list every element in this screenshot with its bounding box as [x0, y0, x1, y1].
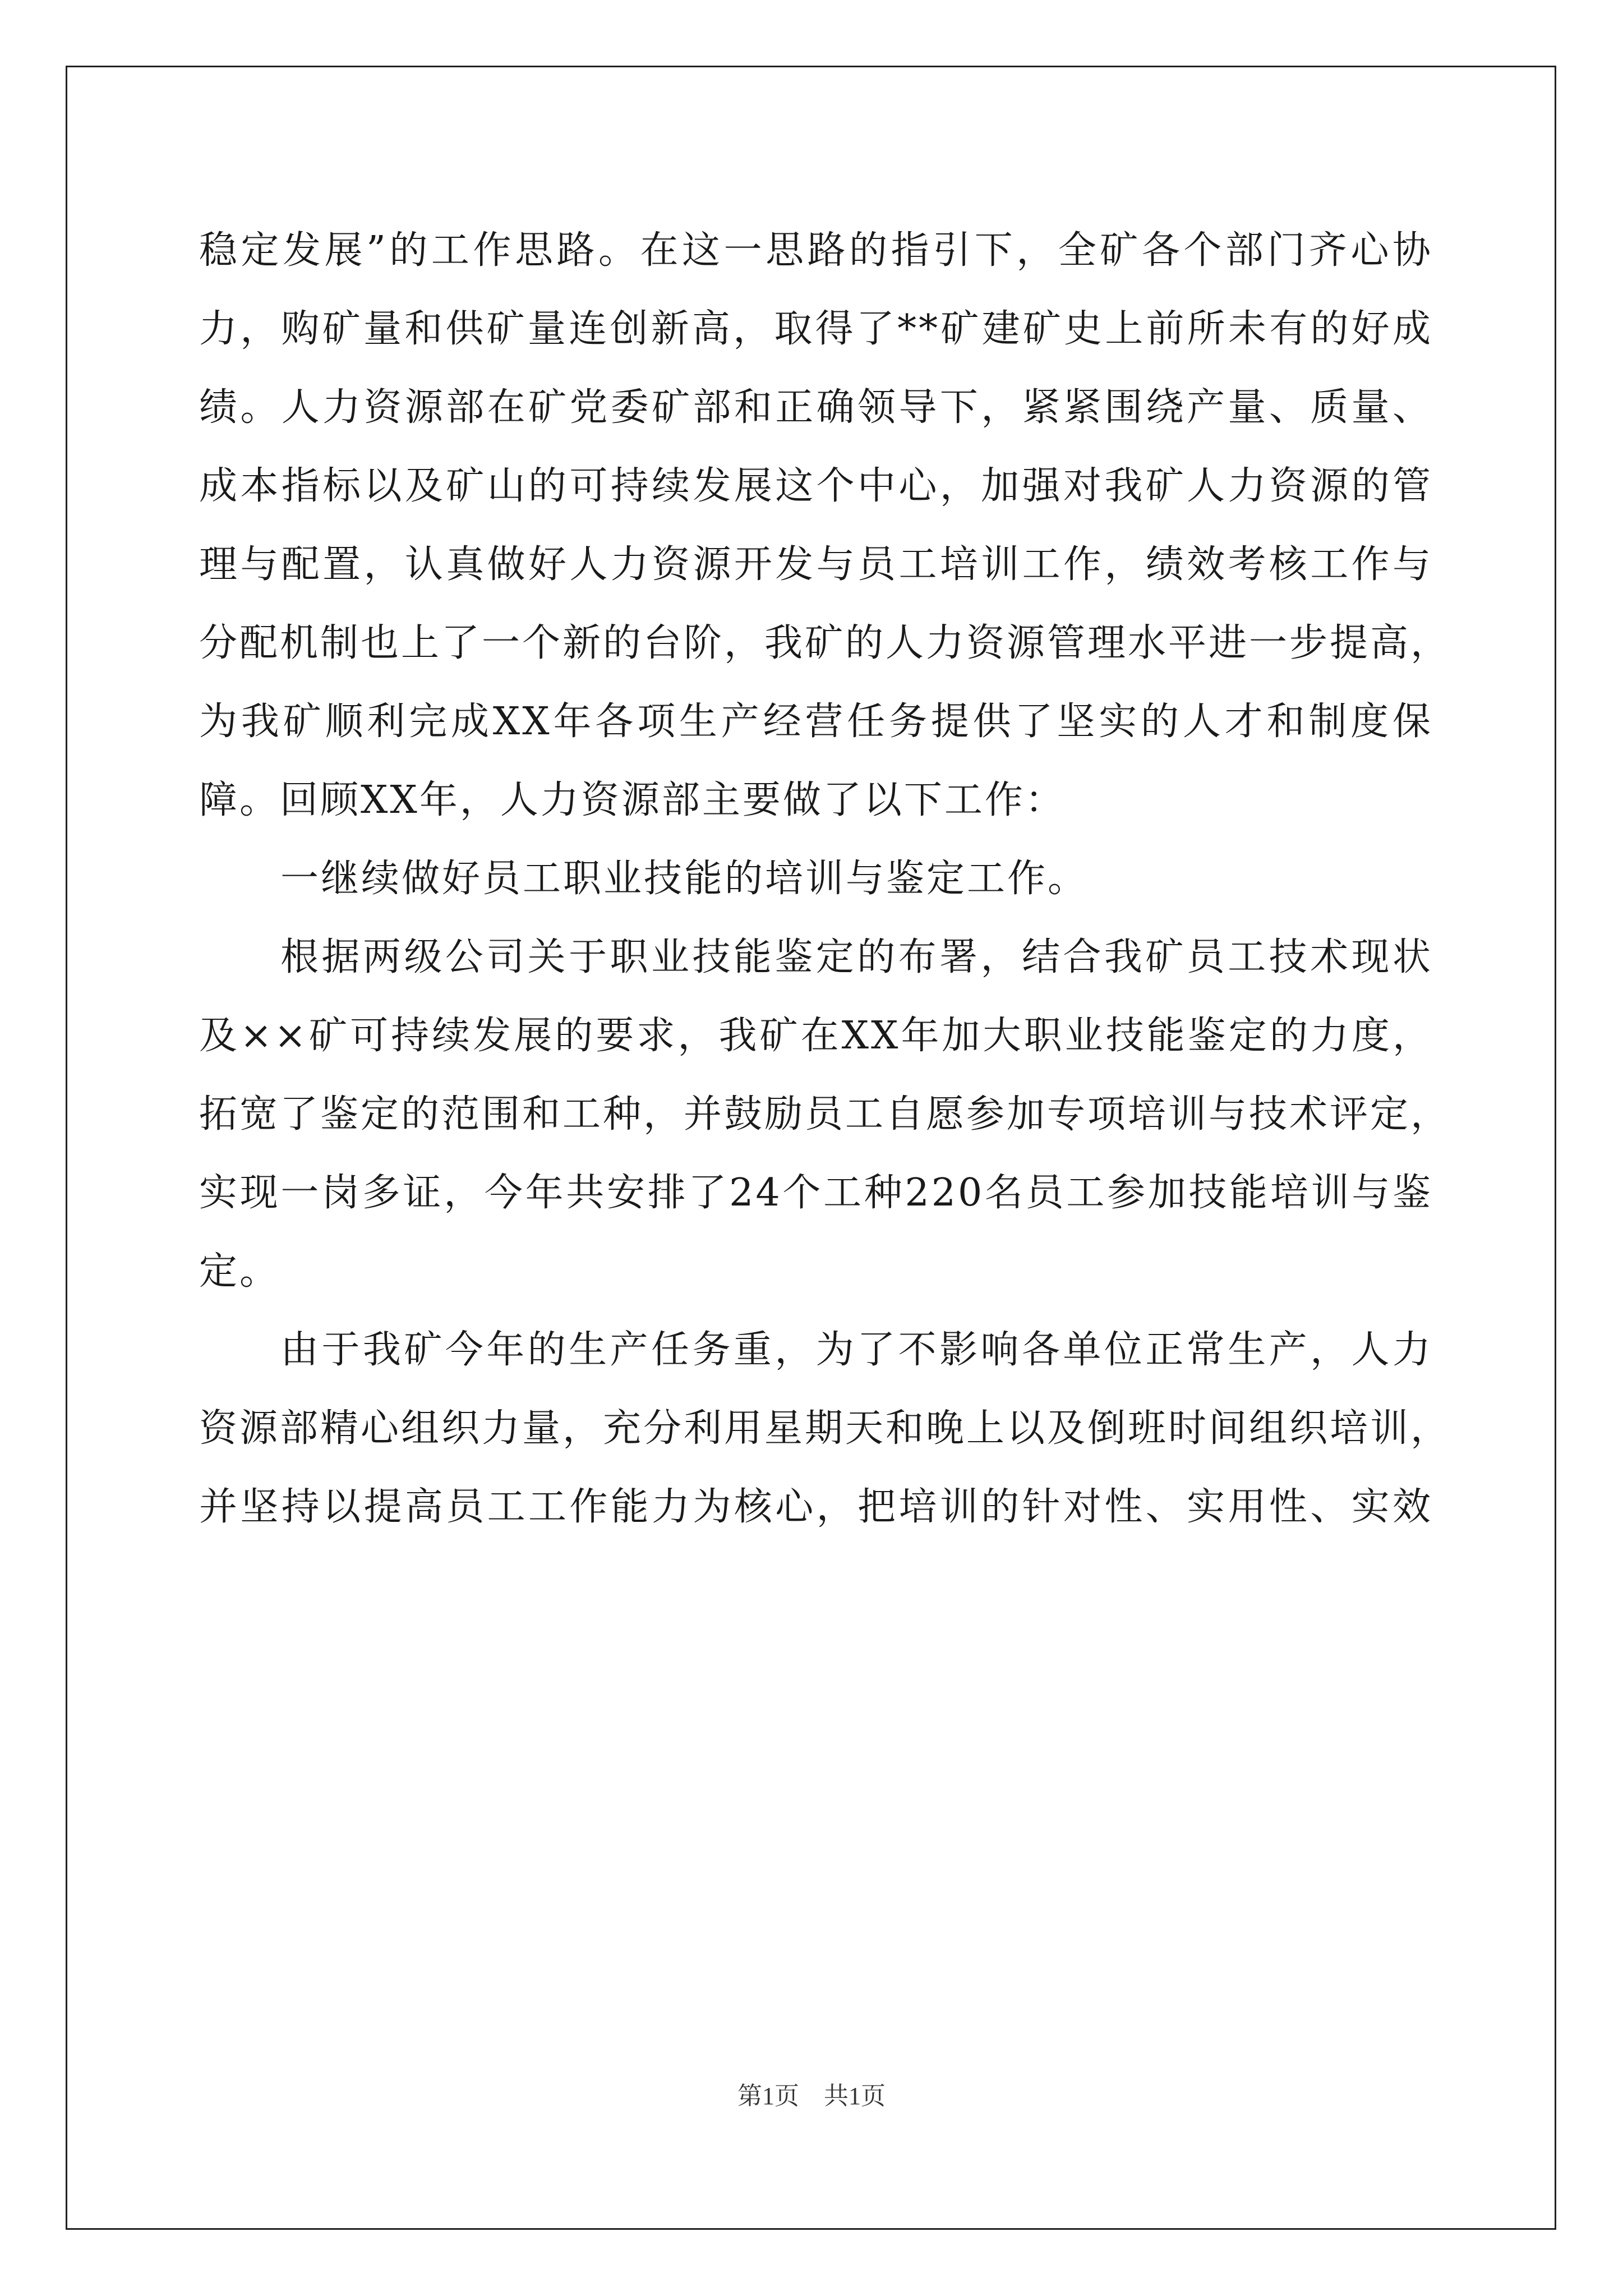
text-line: 及××矿可持续发展的要求，我矿在XX年加大职业技能鉴定的力度，	[199, 1014, 1433, 1058]
text-line: 分配机制也上了一个新的台阶，我矿的人力资源管理水平进一步提高，	[199, 621, 1451, 665]
text-line: 定。	[199, 1249, 280, 1294]
section-heading: 一继续做好员工职业技能的培训与鉴定工作。	[280, 857, 1089, 901]
text-line: 由于我矿今年的生产任务重，为了不影响各单位正常生产，人力	[280, 1328, 1433, 1372]
text-line: 根据两级公司关于职业技能鉴定的布署，结合我矿员工技术现状	[280, 935, 1433, 979]
text-line: 绩。人力资源部在矿党委矿部和正确领导下，紧紧围绕产量、质量、	[199, 385, 1433, 430]
text-line: 为我矿顺利完成XX年各项生产经营任务提供了坚实的人才和制度保	[199, 700, 1433, 744]
text-line: 拓宽了鉴定的范围和工种，并鼓励员工自愿参加专项培训与技术评定，	[199, 1092, 1451, 1137]
text-line: 力，购矿量和供矿量连创新高，取得了**矿建矿史上前所未有的好成	[199, 307, 1433, 351]
text-line: 并坚持以提高员工工作能力为核心，把培训的针对性、实用性、实效	[199, 1485, 1433, 1529]
text-line: 障。回顾XX年，人力资源部主要做了以下工作：	[199, 778, 1066, 822]
page-number: 第1页 共1页	[737, 2082, 886, 2110]
text-line: 理与配置，认真做好人力资源开发与员工培训工作，绩效考核工作与	[199, 542, 1433, 587]
document-body	[199, 211, 1451, 1547]
text-line: 资源部精心组织力量，充分利用星期天和晚上以及倒班时间组织培训，	[199, 1406, 1451, 1451]
text-line: 成本指标以及矿山的可持续发展这个中心，加强对我矿人力资源的管	[199, 464, 1433, 508]
text-line: 稳定发展”的工作思路。在这一思路的指引下，全矿各个部门齐心协	[199, 228, 1433, 273]
text-line: 实现一岗多证，今年共安排了24个工种220名员工参加技能培训与鉴	[199, 1171, 1433, 1215]
